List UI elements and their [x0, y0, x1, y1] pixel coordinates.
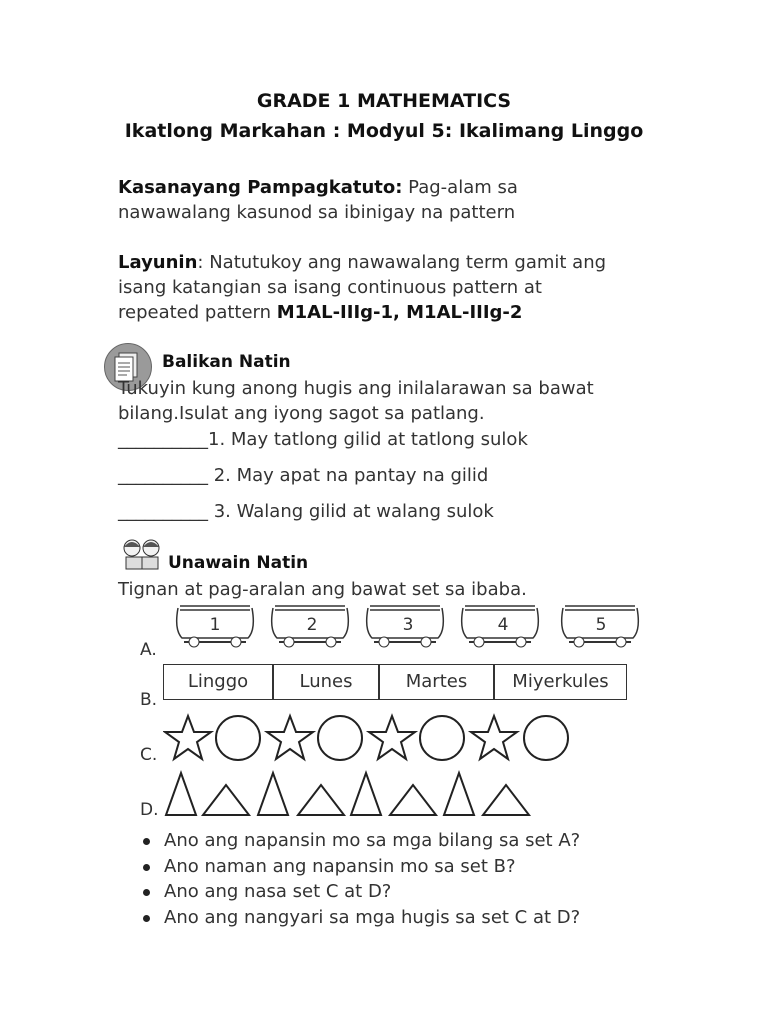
day-box-4: Miyerkules: [494, 664, 627, 700]
day-box-2: Lunes: [273, 664, 379, 700]
day-box-3: Martes: [379, 664, 494, 700]
balikan-instruction-2: bilang.Isulat ang iyong sagot sa patlang.: [118, 403, 485, 424]
balikan-instruction-1: Tukuyin kung anong hugis ang inilalarawan sa bawat: [118, 378, 594, 399]
objective-block: [118, 250, 678, 325]
question-list: [140, 828, 700, 930]
question-3: Ano ang nasa set C at D?: [140, 879, 700, 905]
set-label-c: C.: [140, 745, 158, 765]
wagon-number-4: 4: [497, 615, 509, 635]
wagon-number-3: 3: [402, 615, 414, 635]
balikan-item-1: __________1. May tatlong gilid at tatlong sulok: [118, 429, 528, 450]
circle-shape: [524, 716, 568, 760]
wide-triangle-shape: [483, 785, 529, 815]
tall-triangle-shape: [258, 773, 288, 815]
competency-label: Kasanayang Pampagkatuto:: [118, 177, 403, 198]
competency-block: [118, 175, 678, 225]
star-shape: [165, 716, 211, 759]
set-label-b: B.: [140, 690, 158, 710]
balikan-item-2: __________ 2. May apat na pantay na gilid: [118, 465, 489, 486]
tall-triangle-shape: [444, 773, 474, 815]
page-subtitle: Ikatlong Markahan : Modyul 5: Ikalimang Linggo: [124, 120, 644, 142]
star-shape: [369, 716, 415, 759]
objective-text-1: : Natutukoy ang nawawalang term gamit ang: [197, 252, 607, 273]
star-shape: [471, 716, 517, 759]
competency-text-2: nawawalang kasunod sa ibinigay na pattern: [118, 202, 516, 223]
tall-triangle-shape: [166, 773, 196, 815]
question-1: Ano ang napansin mo sa mga bilang sa set A?: [140, 828, 700, 854]
circle-shape: [216, 716, 260, 760]
objective-text-2: isang katangian sa isang continuous pattern at: [118, 277, 542, 298]
unawain-instruction: Tignan at pag-aralan ang bawat set sa ibaba.: [118, 579, 527, 600]
wagon-number-1: 1: [209, 615, 221, 635]
wagon-number-2: 2: [306, 615, 318, 635]
objective-code: M1AL-IIIg-1, M1AL-IIIg-2: [276, 302, 523, 323]
question-2: Ano naman ang napansin mo sa set B?: [140, 854, 700, 880]
circle-shape: [318, 716, 362, 760]
wide-triangle-shape: [390, 785, 436, 815]
circle-shape: [420, 716, 464, 760]
balikan-heading: Balikan Natin: [162, 352, 291, 372]
children-reading-icon: [118, 537, 166, 573]
set-label-d: D.: [140, 800, 159, 820]
objective-text-3: repeated pattern: [118, 302, 277, 323]
set-d-shapes: [163, 770, 533, 820]
wagon-number-5: 5: [595, 615, 607, 635]
competency-text-1: Pag-alam sa: [402, 177, 518, 198]
set-label-a: A.: [140, 640, 157, 660]
wide-triangle-shape: [298, 785, 344, 815]
question-4: Ano ang nangyari sa mga hugis sa set C at D?: [140, 905, 700, 931]
balikan-item-3: __________ 3. Walang gilid at walang sulok: [118, 501, 494, 522]
tall-triangle-shape: [351, 773, 381, 815]
objective-label: Layunin: [118, 252, 198, 273]
day-box-1: Linggo: [163, 664, 273, 700]
page-title: GRADE 1 MATHEMATICS: [256, 90, 512, 112]
wide-triangle-shape: [203, 785, 249, 815]
set-c-shapes: [163, 713, 573, 763]
unawain-heading: Unawain Natin: [168, 553, 309, 573]
balikan-instruction: [118, 376, 678, 426]
star-shape: [267, 716, 313, 759]
